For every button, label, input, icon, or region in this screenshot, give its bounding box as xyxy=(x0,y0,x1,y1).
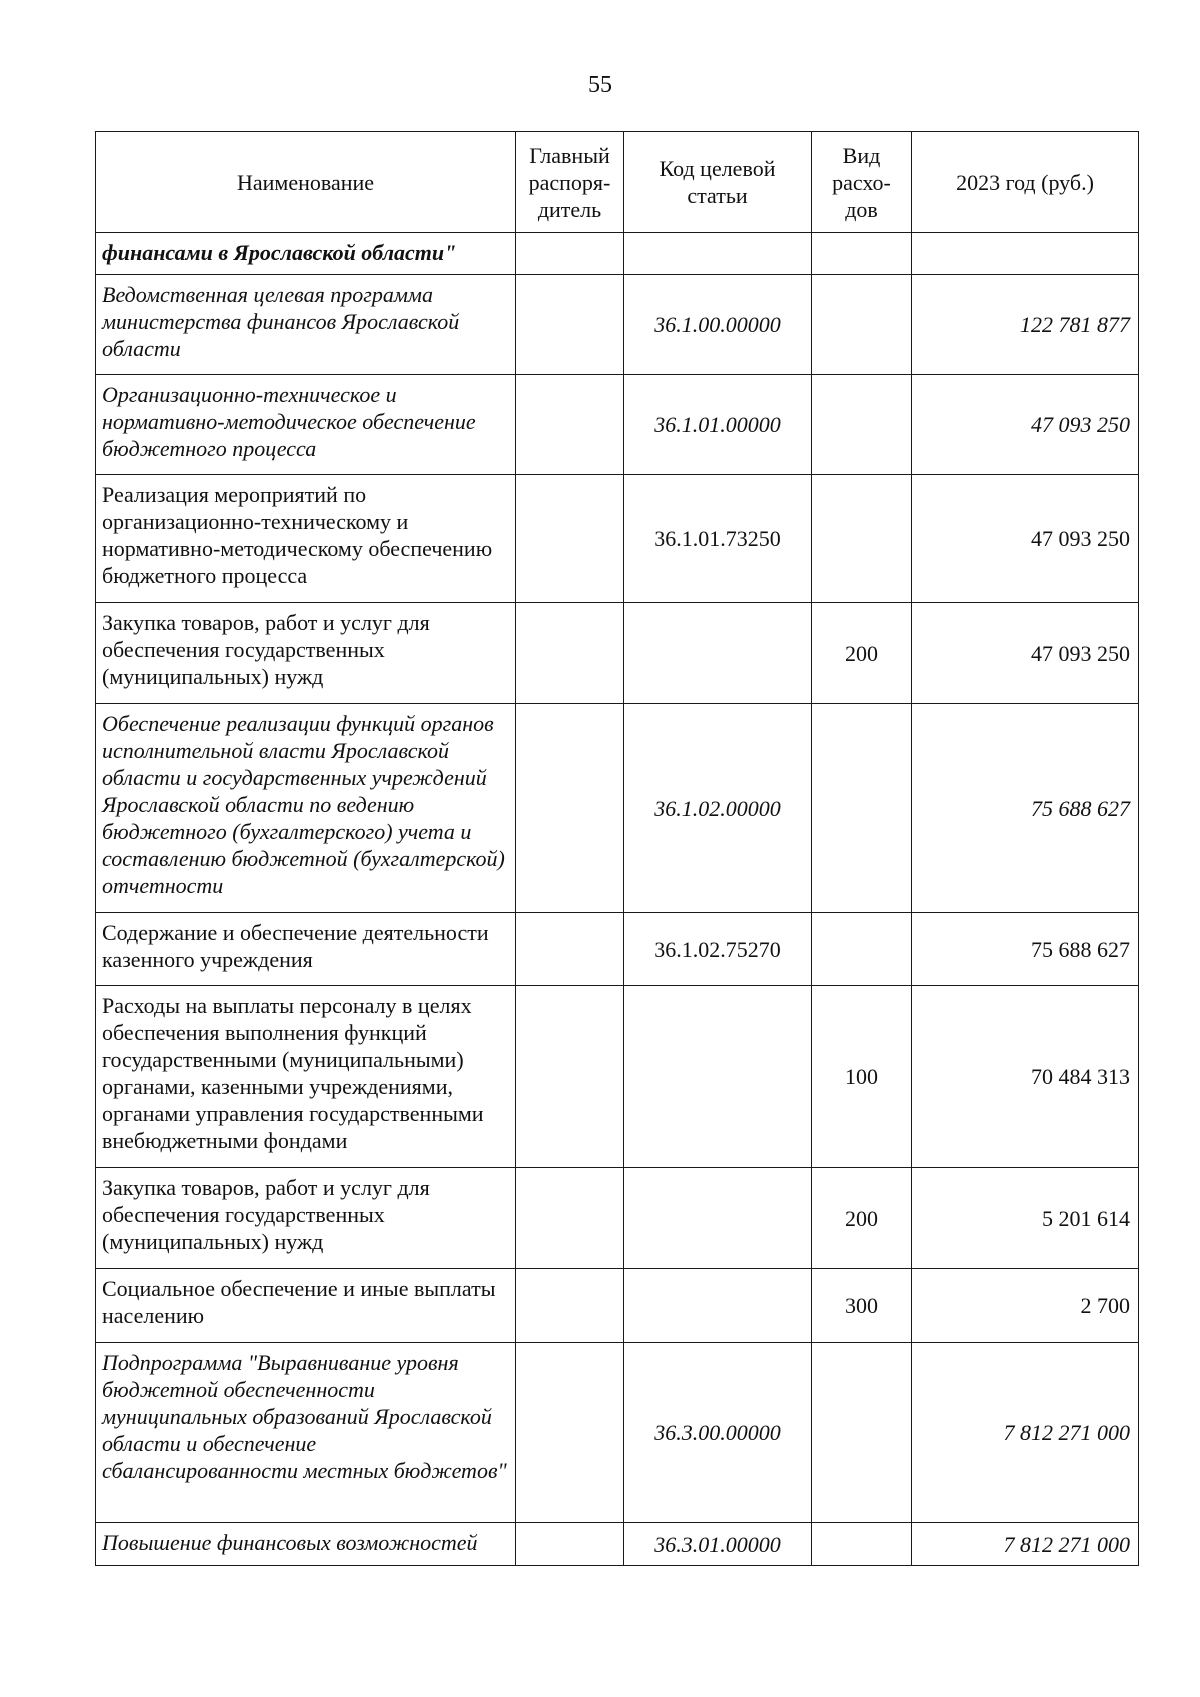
row-amount: 47 093 250 xyxy=(912,603,1139,704)
row-main-admin xyxy=(516,275,624,375)
row-code: 36.3.01.00000 xyxy=(624,1523,812,1566)
row-amount: 75 688 627 xyxy=(912,704,1139,913)
header-year-2023: 2023 год (руб.) xyxy=(912,132,1139,233)
row-type xyxy=(812,1523,912,1566)
row-name: Закупка товаров, работ и услуг для обеспечения государственных (муниципальных) нужд xyxy=(96,603,516,704)
row-type xyxy=(812,1343,912,1523)
row-main-admin xyxy=(516,233,624,275)
header-name: Наименование xyxy=(96,132,516,233)
row-type xyxy=(812,704,912,913)
table-row xyxy=(96,1343,1139,1523)
row-name: Социальное обеспечение и иные выплаты населению xyxy=(96,1269,516,1343)
row-name: Обеспечение реализации функций органов исполнительной власти Ярославской области и государственных учреждений Ярославской области по ведению бюджетного (бухгалтерского) учета и составлению бюджетной (бухгалтерской) отчетности xyxy=(96,704,516,913)
row-type xyxy=(812,275,912,375)
row-code: 36.1.02.75270 xyxy=(624,913,812,986)
row-amount: 70 484 313 xyxy=(912,986,1139,1168)
row-main-admin xyxy=(516,1269,624,1343)
row-name: Содержание и обеспечение деятельности казенного учреждения xyxy=(96,913,516,986)
row-code: 36.1.01.73250 xyxy=(624,475,812,603)
row-main-admin xyxy=(516,475,624,603)
table-row xyxy=(96,986,1139,1168)
table-row xyxy=(96,475,1139,603)
row-code xyxy=(624,233,812,275)
row-amount: 7 812 271 000 xyxy=(912,1343,1139,1523)
table-row xyxy=(96,704,1139,913)
header-main-admin: Главный распоря- дитель xyxy=(516,132,624,233)
row-code: 36.1.02.00000 xyxy=(624,704,812,913)
table-row xyxy=(96,603,1139,704)
row-amount: 47 093 250 xyxy=(912,375,1139,475)
budget-table xyxy=(95,131,1139,1566)
row-code: 36.1.01.00000 xyxy=(624,375,812,475)
row-code xyxy=(624,603,812,704)
row-name: финансами в Ярославской области" xyxy=(96,233,516,275)
row-name: Организационно-техническое и нормативно-методическое обеспечение бюджетного процесса xyxy=(96,375,516,475)
row-code: 36.3.00.00000 xyxy=(624,1343,812,1523)
row-main-admin xyxy=(516,1343,624,1523)
row-amount: 5 201 614 xyxy=(912,1168,1139,1269)
row-main-admin xyxy=(516,1523,624,1566)
row-type: 100 xyxy=(812,986,912,1168)
row-main-admin xyxy=(516,986,624,1168)
table-row xyxy=(96,1269,1139,1343)
row-amount: 7 812 271 000 xyxy=(912,1523,1139,1566)
table-row xyxy=(96,375,1139,475)
row-name: Ведомственная целевая программа министерства финансов Ярославской области xyxy=(96,275,516,375)
row-type xyxy=(812,913,912,986)
row-main-admin xyxy=(516,603,624,704)
header-expense-type: Вид расхо- дов xyxy=(812,132,912,233)
row-code xyxy=(624,1269,812,1343)
row-name: Закупка товаров, работ и услуг для обеспечения государственных (муниципальных) нужд xyxy=(96,1168,516,1269)
row-code xyxy=(624,986,812,1168)
row-code: 36.1.00.00000 xyxy=(624,275,812,375)
row-main-admin xyxy=(516,375,624,475)
table-row xyxy=(96,275,1139,375)
row-name: Подпрограмма "Выравнивание уровня бюджетной обеспеченности муниципальных образований Ярославской области и обеспечение сбалансированности местных бюджетов" xyxy=(96,1343,516,1523)
row-name: Реализация мероприятий по организационно-техническому и нормативно-методическому обеспечению бюджетного процесса xyxy=(96,475,516,603)
row-type: 200 xyxy=(812,603,912,704)
row-type: 300 xyxy=(812,1269,912,1343)
row-main-admin xyxy=(516,1168,624,1269)
row-amount: 47 093 250 xyxy=(912,475,1139,603)
row-amount xyxy=(912,233,1139,275)
row-type xyxy=(812,475,912,603)
header-row xyxy=(96,132,1139,233)
row-type: 200 xyxy=(812,1168,912,1269)
row-type xyxy=(812,233,912,275)
table-row xyxy=(96,1523,1139,1566)
row-name: Расходы на выплаты персоналу в целях обеспечения выполнения функций государственными (муниципальными) органами, казенными учреждениями, органами управления государственными внебюджетными фондами xyxy=(96,986,516,1168)
row-amount: 122 781 877 xyxy=(912,275,1139,375)
table-row xyxy=(96,233,1139,275)
row-main-admin xyxy=(516,913,624,986)
row-amount: 75 688 627 xyxy=(912,913,1139,986)
row-code xyxy=(624,1168,812,1269)
row-name: Повышение финансовых возможностей xyxy=(96,1523,516,1566)
page-number: 55 xyxy=(588,72,612,98)
row-type xyxy=(812,375,912,475)
table-row xyxy=(96,1168,1139,1269)
header-target-code: Код целевой статьи xyxy=(624,132,812,233)
row-main-admin xyxy=(516,704,624,913)
row-amount: 2 700 xyxy=(912,1269,1139,1343)
table-row xyxy=(96,913,1139,986)
